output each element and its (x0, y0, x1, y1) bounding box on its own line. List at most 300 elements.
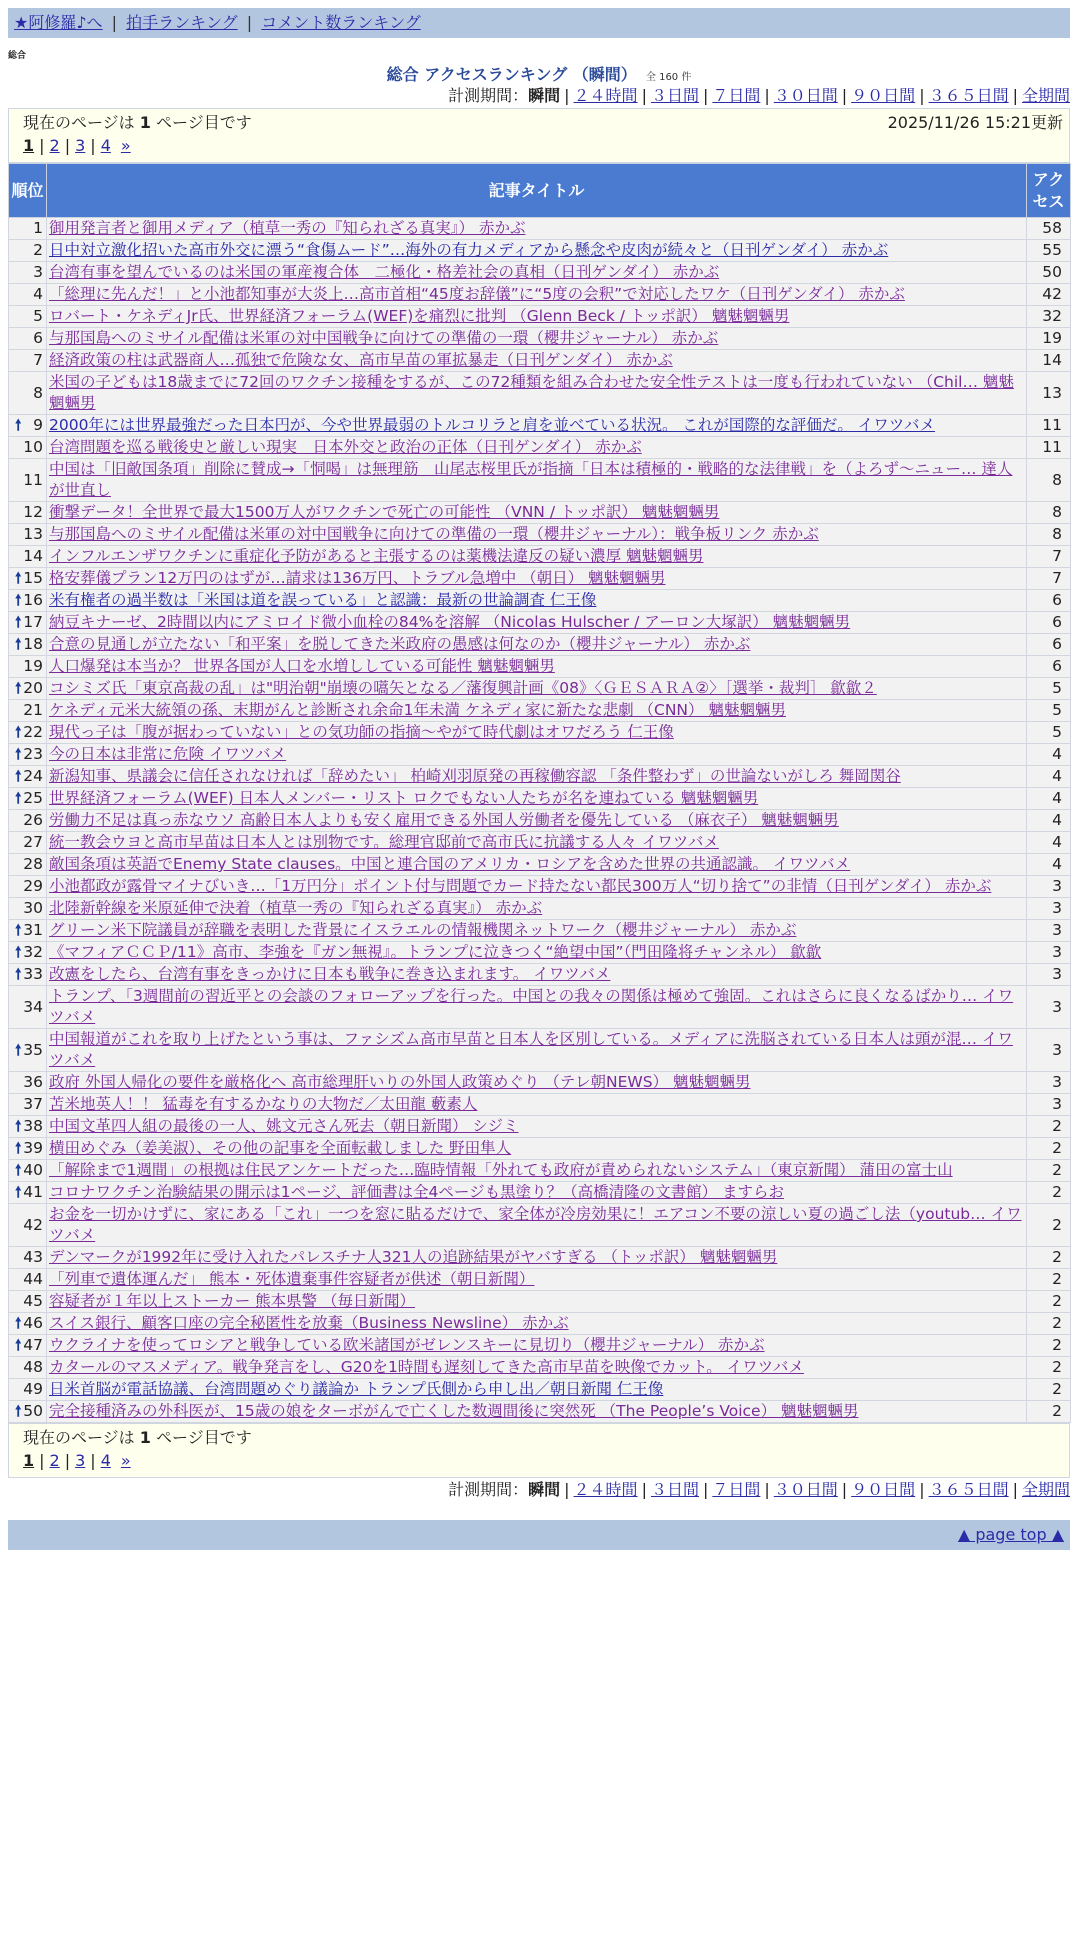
rank-number: 25 (23, 789, 43, 807)
rank-up-arrow-icon: 🠕 (15, 1336, 22, 1354)
rank-cell (9, 656, 47, 678)
article-link[interactable]: 格安葬儀プラン12万円のはずが…請求は136万円、トラブル急増中 （朝日） 魑魅魍魎男 (49, 569, 666, 587)
access-count: 2 (1027, 1401, 1071, 1423)
updated-timestamp: 2025/11/26 15:21更新 (887, 113, 1063, 132)
page-number: 1 (139, 113, 151, 132)
period-selector-bottom (8, 1478, 1070, 1502)
rank-number: 33 (23, 965, 43, 983)
article-link[interactable]: 人口爆発は本当か？ 世界各国が人口を水増ししている可能性 魑魅魍魎男 (49, 657, 555, 675)
access-count: 3 (1027, 1029, 1071, 1072)
rank-up-arrow-icon: 🠕 (15, 723, 22, 741)
rank-cell (9, 1335, 47, 1357)
table-row (9, 1029, 1071, 1072)
rank-number: 17 (23, 613, 43, 631)
table-row (9, 524, 1071, 546)
period-separator: | (841, 86, 848, 105)
page-top-link[interactable]: ▲ page top ▲ (957, 1525, 1064, 1544)
rank-cell (9, 1379, 47, 1401)
article-link[interactable]: デンマークが1992年に受け入れたパレスチナ人321人の追跡結果がヤバすぎる （トッポ訳） 魑魅魍魎男 (49, 1248, 778, 1266)
title-cell (47, 218, 1027, 240)
rank-number: 18 (23, 635, 43, 653)
article-link[interactable]: 「列車で遺体運んだ」 熊本・死体遺棄事件容疑者が供述（朝日新聞） (49, 1270, 535, 1288)
access-count: 11 (1027, 415, 1071, 437)
table-row (9, 854, 1071, 876)
rank-cell (9, 766, 47, 788)
pager-bottom (23, 1449, 1063, 1473)
rank-cell (9, 1182, 47, 1204)
access-count: 2 (1027, 1160, 1071, 1182)
article-link[interactable]: ロバート・ケネディJr氏、世界経済フォーラム(WEF)を痛烈に批判 （Glenn Beck / トッポ訳） 魑魅魍魎男 (49, 307, 790, 325)
period-separator: | (702, 1480, 709, 1499)
rank-number: 20 (23, 679, 43, 697)
access-count: 6 (1027, 634, 1071, 656)
rank-number: 48 (23, 1358, 43, 1376)
total-count: 全 160 件 (645, 72, 692, 83)
rank-number: 47 (23, 1336, 43, 1354)
pager-page-4[interactable]: 4 (100, 1451, 111, 1470)
period-link-7[interactable]: 全期間 (1021, 86, 1070, 105)
page-number: 1 (139, 1428, 151, 1447)
access-count: 4 (1027, 744, 1071, 766)
access-count: 7 (1027, 546, 1071, 568)
access-count: 2 (1027, 1138, 1071, 1160)
page-prefix: 現在のページは (23, 1428, 135, 1447)
rank-cell (9, 1401, 47, 1423)
table-row (9, 1138, 1071, 1160)
rank-number: 43 (23, 1248, 43, 1266)
rank-cell (9, 524, 47, 546)
pager-page-3[interactable]: 3 (75, 136, 86, 155)
table-row (9, 568, 1071, 590)
rank-number: 37 (23, 1095, 43, 1113)
access-count: 14 (1027, 350, 1071, 372)
rank-number: 4 (33, 285, 43, 303)
title-cell (47, 722, 1027, 744)
rank-number: 10 (23, 438, 43, 456)
title-cell (47, 546, 1027, 568)
title-cell (47, 898, 1027, 920)
article-link[interactable]: 改憲をしたら、台湾有事をきっかけに日本も戦争に巻き込まれます。 イワツバメ (49, 965, 611, 983)
rank-up-arrow-icon: 🠕 (15, 1040, 22, 1059)
period-link-1[interactable]: ２４時間 (573, 86, 638, 105)
rank-cell (9, 678, 47, 700)
period-link-1[interactable]: ２４時間 (573, 1480, 638, 1499)
access-count: 8 (1027, 459, 1071, 502)
period-link-3[interactable]: ７日間 (712, 86, 761, 105)
rank-cell (9, 1116, 47, 1138)
rank-number: 24 (23, 767, 43, 785)
article-link[interactable]: スイス銀行、顧客口座の完全秘匿性を放棄（Business Newsline） 赤かぶ (49, 1314, 569, 1332)
comment-ranking-link[interactable]: コメント数ランキング (261, 13, 421, 32)
title-cell (47, 656, 1027, 678)
pager-page-2[interactable]: 2 (49, 136, 60, 155)
article-link[interactable]: 敵国条項は英語でEnemy State clauses。中国と連合国のアメリカ・ロシアを含めた世界の共通認識。 イワツバメ (49, 855, 851, 873)
table-row (9, 459, 1071, 502)
access-count: 3 (1027, 1072, 1071, 1094)
title-cell (47, 1313, 1027, 1335)
pager-next[interactable]: » (120, 136, 131, 155)
article-link[interactable]: 横田めぐみ（姜美淑）、その他の記事を全面転載しました 野田隼人 (49, 1139, 512, 1157)
rank-cell (9, 964, 47, 986)
rank-number: 45 (23, 1292, 43, 1310)
title-cell (47, 1138, 1027, 1160)
article-link[interactable]: 「解除まで1週間」の根拠は住民アンケートだった…臨時情報「外れても政府が責められないシステム」（東京新聞） 蒲田の富士山 (49, 1161, 953, 1179)
rank-cell (9, 986, 47, 1029)
access-count: 5 (1027, 678, 1071, 700)
rank-cell (9, 350, 47, 372)
access-count: 2 (1027, 1379, 1071, 1401)
table-row (9, 766, 1071, 788)
title-cell (47, 1072, 1027, 1094)
page-title (8, 62, 1070, 84)
ranking-title: 総合 アクセスランキング （瞬間） (386, 65, 637, 84)
access-count: 3 (1027, 942, 1071, 964)
rank-number: 29 (23, 877, 43, 895)
article-link[interactable]: 「総理に先んだ！」と小池都知事が大炎上…高市首相“45度お辞儀”に“5度の会釈”で対応したワケ（日刊ゲンダイ） 赤かぶ (49, 285, 905, 303)
title-cell (47, 590, 1027, 612)
title-cell (47, 920, 1027, 942)
rank-cell (9, 240, 47, 262)
title-cell (47, 568, 1027, 590)
period-separator: | (1012, 1480, 1018, 1499)
article-link[interactable]: 日米首脳が電話協議、台湾問題めぐり議論か トランプ氏側から申し出／朝日新聞 仁王像 (49, 1380, 664, 1398)
rank-cell (9, 1072, 47, 1094)
period-selector-top (8, 84, 1070, 108)
table-row (9, 415, 1071, 437)
title-cell (47, 942, 1027, 964)
rank-up-arrow-icon: 🠕 (15, 416, 22, 434)
clap-ranking-link[interactable]: 拍手ランキング (126, 13, 238, 32)
title-cell (47, 854, 1027, 876)
article-link[interactable]: 苫米地英人！！ 猛毒を有するかなりの大物だ／太田龍 藪素人 (49, 1095, 478, 1113)
table-row (9, 218, 1071, 240)
access-count: 19 (1027, 328, 1071, 350)
table-row (9, 1291, 1071, 1313)
article-link[interactable]: 日中対立激化招いた高市外交に漂う“食傷ムード”…海外の有力メディアから懸念や皮肉が続々と（日刊ゲンダイ） 赤かぶ (49, 241, 889, 259)
period-link-4[interactable]: ３０日間 (773, 1480, 838, 1499)
title-cell (47, 832, 1027, 854)
article-link[interactable]: 中国文革四人組の最後の一人、姚文元さん死去（朝日新聞） シジミ (49, 1117, 519, 1135)
table-row (9, 1357, 1071, 1379)
table-row (9, 986, 1071, 1029)
title-cell (47, 1160, 1027, 1182)
title-cell (47, 415, 1027, 437)
access-count: 3 (1027, 876, 1071, 898)
table-row (9, 788, 1071, 810)
rank-up-arrow-icon: 🠕 (15, 1161, 22, 1179)
rank-number: 14 (23, 547, 43, 565)
article-link[interactable]: インフルエンザワクチンに重症化予防があると主張するのは薬機法違反の疑い濃厚 魑魅魍魎男 (49, 547, 704, 565)
period-separator: | (1012, 86, 1018, 105)
article-link[interactable]: トランプ、「3週間前の習近平との会談のフォローアップを行った。中国との我々の関係は極めて強固。これはさらに良くなるばかり… イワツバメ (49, 987, 1014, 1026)
period-link-3[interactable]: ７日間 (712, 1480, 761, 1499)
rank-cell (9, 876, 47, 898)
article-link[interactable]: 《マフィアＣＣＰ/11》高市、李強を『ガン無視』。トランプに泣きつく“絶望中国”（門田隆将チャンネル） 歙歙 (49, 943, 822, 961)
home-link[interactable]: ★阿修羅♪へ (14, 13, 103, 32)
article-link[interactable]: ケネディ元米大統領の孫、末期がんと診断され余命1年未満 ケネディ家に新たな悲劇 （CNN） 魑魅魍魎男 (49, 701, 786, 719)
rank-header: 順位 (9, 164, 47, 218)
rank-cell (9, 634, 47, 656)
title-cell (47, 350, 1027, 372)
rank-number: 26 (23, 811, 43, 829)
page-prefix: 現在のページは (23, 113, 135, 132)
access-count: 6 (1027, 590, 1071, 612)
article-link[interactable]: 台湾問題を巡る戦後史と厳しい現実 日本外交と政治の正体（日刊ゲンダイ） 赤かぶ (49, 438, 642, 456)
article-link[interactable]: 中国報道がこれを取り上げたという事は、ファシズム高市早苗と日本人を区別している。メディアに洗脳されている日本人は頭が混… イワツバメ (49, 1030, 1013, 1069)
access-count: 4 (1027, 788, 1071, 810)
rank-cell (9, 437, 47, 459)
pager-page-4[interactable]: 4 (100, 136, 111, 155)
period-separator: | (764, 86, 770, 105)
title-cell (47, 1029, 1027, 1072)
title-cell (47, 1182, 1027, 1204)
period-current: 瞬間 (528, 1480, 561, 1499)
period-link-2[interactable]: ３日間 (650, 1480, 699, 1499)
title-cell (47, 328, 1027, 350)
page-info-panel-top (8, 108, 1070, 163)
access-count: 13 (1027, 372, 1071, 415)
nav-separator: | (246, 13, 253, 32)
period-separator: | (764, 1480, 770, 1499)
access-count: 3 (1027, 920, 1071, 942)
rank-cell (9, 415, 47, 437)
title-cell (47, 810, 1027, 832)
rank-cell (9, 788, 47, 810)
rank-number: 35 (23, 1040, 43, 1059)
pager-page-2[interactable]: 2 (49, 1451, 60, 1470)
pager-separator: | (64, 136, 71, 155)
period-separator: | (564, 1480, 570, 1499)
rank-number: 31 (23, 921, 43, 939)
table-row (9, 612, 1071, 634)
table-row (9, 942, 1071, 964)
access-count: 42 (1027, 284, 1071, 306)
article-link[interactable]: 完全接種済みの外科医が、15歳の娘をターボがんで亡くした数週間後に突然死 （The People’s Voice） 魑魅魍魎男 (49, 1402, 859, 1420)
title-cell (47, 744, 1027, 766)
access-count: 2 (1027, 1335, 1071, 1357)
rank-cell (9, 612, 47, 634)
period-label: 計測期間： (448, 1480, 529, 1499)
rank-cell (9, 722, 47, 744)
table-row (9, 437, 1071, 459)
article-link[interactable]: ウクライナを使ってロシアと戦争している欧米諸国がゼレンスキーに見切り（櫻井ジャーナル） 赤かぶ (49, 1336, 765, 1354)
rank-up-arrow-icon: 🠕 (15, 635, 22, 653)
article-link[interactable]: 今の日本は非常に危険 イワツバメ (49, 745, 287, 763)
title-cell (47, 1291, 1027, 1313)
table-row (9, 1269, 1071, 1291)
table-row (9, 1379, 1071, 1401)
article-link[interactable]: 政府 外国人帰化の要件を厳格化へ 高市総理肝いりの外国人政策めぐり （テレ朝NEWS） 魑魅魍魎男 (49, 1073, 751, 1091)
rank-number: 28 (23, 855, 43, 873)
rank-up-arrow-icon: 🠕 (15, 1183, 22, 1201)
period-current: 瞬間 (528, 86, 561, 105)
rank-cell (9, 942, 47, 964)
article-link[interactable]: 2000年には世界最強だった日本円が、今や世界最弱のトルコリラと肩を並べている状況。 これが国際的な評価だ。 イワツバメ (49, 416, 935, 434)
title-cell (47, 1094, 1027, 1116)
access-count: 2 (1027, 1204, 1071, 1247)
rank-up-arrow-icon: 🠕 (15, 965, 22, 983)
rank-cell (9, 1094, 47, 1116)
page-suffix: ページ目です (156, 113, 252, 132)
article-link[interactable]: 米国の子どもは18歳までに72回のワクチン接種をするが、この72種類を組み合わせた安全性テストは一度も行われていない （Chil… 魑魅魍魎男 (49, 373, 1014, 412)
article-link[interactable]: 納豆キナーゼ、2時間以内にアミロイド微小血栓の84%を溶解 （Nicolas Hulscher / アーロン大塚訳） 魑魅魍魎男 (49, 613, 851, 631)
current-page-text (23, 112, 252, 134)
title-cell (47, 306, 1027, 328)
rank-cell (9, 1291, 47, 1313)
category-label: 総合 (8, 51, 27, 61)
period-separator: | (919, 1480, 925, 1499)
article-link[interactable]: 米有権者の過半数は「米国は道を誤っている」と認識：最新の世論調査 仁王像 (49, 591, 597, 609)
top-nav-bar (8, 8, 1070, 38)
rank-number: 9 (33, 416, 43, 434)
access-count: 6 (1027, 656, 1071, 678)
table-row (9, 876, 1071, 898)
rank-cell (9, 920, 47, 942)
rank-cell (9, 898, 47, 920)
article-link[interactable]: 経済政策の柱は武器商人…孤独で危険な女、高市早苗の軍拡暴走（日刊ゲンダイ） 赤かぶ (49, 351, 673, 369)
article-link[interactable]: 合意の見通しが立たない「和平案」を脱してきた米政府の愚感は何なのか（櫻井ジャーナル） 赤かぶ (49, 635, 751, 653)
title-cell (47, 986, 1027, 1029)
rank-number: 3 (33, 263, 43, 281)
article-link[interactable]: 小池都政が露骨マイナびいき…「1万円分」ポイント付与問題でカード持たない都民300万人“切り捨て”の非情（日刊ゲンダイ） 赤かぶ (49, 877, 992, 895)
rank-cell (9, 328, 47, 350)
article-link[interactable]: 北陸新幹線を米原延伸で決着（植草一秀の『知られざる真実』） 赤かぶ (49, 899, 543, 917)
rank-number: 49 (23, 1380, 43, 1398)
title-cell (47, 262, 1027, 284)
table-row (9, 502, 1071, 524)
period-separator: | (841, 1480, 848, 1499)
article-link[interactable]: 衝撃データ！全世界で最大1500万人がワクチンで死亡の可能性 （VNN / トッポ訳） 魑魅魍魎男 (49, 503, 720, 521)
table-row (9, 1182, 1071, 1204)
rank-up-arrow-icon: 🠕 (15, 613, 22, 631)
article-link[interactable]: お金を一切かけずに、家にある「これ」一つを窓に貼るだけで、家全体が冷房効果に！エアコン不要の涼しい夏の過ごし法（youtub… イワツバメ (49, 1205, 1022, 1244)
title-cell (47, 1357, 1027, 1379)
article-link[interactable]: 世界経済フォーラム(WEF) 日本人メンバー・リスト ロクでもない人たちが名を連ねている 魑魅魍魎男 (49, 789, 759, 807)
rank-number: 7 (33, 351, 43, 369)
table-header-row (9, 164, 1071, 218)
article-link[interactable]: コシミズ氏「東京高裁の乱」は"明治朝"崩壊の嚆矢となる／藩復興計画《08》〈ＧＥＳＡＲＡ②〉［選挙・裁判］ 歙歙２ (49, 679, 877, 697)
rank-number: 13 (23, 525, 43, 543)
table-row (9, 1313, 1071, 1335)
period-link-6[interactable]: ３６５日間 (928, 86, 1009, 105)
rank-up-arrow-icon: 🠕 (15, 591, 22, 609)
rank-number: 5 (33, 307, 43, 325)
rank-number: 34 (23, 997, 43, 1016)
title-cell (47, 459, 1027, 502)
current-page-text (23, 1427, 252, 1449)
article-link[interactable]: カタールのマスメディア。戦争発言をし、G20を1時間も遅刻してきた高市早苗を映像でカット。 イワツバメ (49, 1358, 804, 1376)
article-link[interactable]: 新潟知事、県議会に信任されなければ「辞めたい」 柏崎刈羽原発の再稼働容認 「条件整わず」の世論ないがしろ 舞岡関谷 (49, 767, 901, 785)
table-row (9, 898, 1071, 920)
rank-number: 2 (33, 241, 43, 259)
rank-number: 27 (23, 833, 43, 851)
period-link-5[interactable]: ９０日間 (851, 86, 916, 105)
table-row (9, 832, 1071, 854)
pager-next[interactable]: » (120, 1451, 131, 1470)
pager-separator: | (39, 136, 45, 155)
access-count: 3 (1027, 898, 1071, 920)
table-row (9, 1160, 1071, 1182)
rank-number: 36 (23, 1073, 43, 1091)
rank-cell (9, 1029, 47, 1072)
title-header: 記事タイトル (47, 164, 1027, 218)
period-link-4[interactable]: ３０日間 (773, 86, 838, 105)
pager-separator: | (90, 1451, 96, 1470)
rank-up-arrow-icon: 🠕 (15, 679, 22, 697)
table-row (9, 1116, 1071, 1138)
access-count: 7 (1027, 568, 1071, 590)
pager-separator: | (39, 1451, 45, 1470)
article-link[interactable]: グリーン米下院議員が辞職を表明した背景にイスラエルの情報機関ネットワーク（櫻井ジャーナル） 赤かぶ (49, 921, 797, 939)
page-suffix: ページ目です (156, 1428, 252, 1447)
rank-up-arrow-icon: 🠕 (15, 569, 22, 587)
rank-cell (9, 1160, 47, 1182)
table-row (9, 1401, 1071, 1423)
table-row (9, 372, 1071, 415)
article-link[interactable]: 与那国島へのミサイル配備は米軍の対中国戦争に向けての準備の一環（櫻井ジャーナル）：戦争板リンク 赤かぶ (49, 525, 819, 543)
table-row (9, 1204, 1071, 1247)
period-link-5[interactable]: ９０日間 (851, 1480, 916, 1499)
rank-cell (9, 218, 47, 240)
title-cell (47, 437, 1027, 459)
pager-page-3[interactable]: 3 (75, 1451, 86, 1470)
article-link[interactable]: 容疑者が１年以上ストーカー 熊本県警 （毎日新聞） (49, 1292, 416, 1310)
title-cell (47, 1247, 1027, 1269)
period-link-7[interactable]: 全期間 (1021, 1480, 1070, 1499)
rank-cell (9, 1269, 47, 1291)
rank-number: 16 (23, 591, 43, 609)
rank-number: 21 (23, 701, 43, 719)
title-cell (47, 788, 1027, 810)
article-link[interactable]: コロナワクチン治験結果の開示は1ページ、評価書は全4ページも黒塗り？（高橋清隆の文書館） ますらお (49, 1183, 785, 1201)
period-link-2[interactable]: ３日間 (650, 86, 699, 105)
title-cell (47, 372, 1027, 415)
access-count: 4 (1027, 832, 1071, 854)
pager-separator: | (64, 1451, 71, 1470)
table-row (9, 306, 1071, 328)
period-link-6[interactable]: ３６５日間 (928, 1480, 1009, 1499)
access-count: 5 (1027, 722, 1071, 744)
article-link[interactable]: 御用発言者と御用メディア（植草一秀の『知られざる真実』） 赤かぶ (49, 219, 526, 237)
access-count: 3 (1027, 964, 1071, 986)
rank-number: 44 (23, 1270, 43, 1288)
rank-number: 6 (33, 329, 43, 347)
title-cell (47, 502, 1027, 524)
rank-up-arrow-icon: 🠕 (15, 1314, 22, 1332)
rank-cell (9, 262, 47, 284)
period-separator: | (641, 1480, 647, 1499)
article-link[interactable]: 統一教会ウヨと高市早苗は日本人とは別物です。総理官邸前で高市氏に抗議する人々 イワツバメ (49, 833, 719, 851)
rank-cell (9, 744, 47, 766)
table-row (9, 744, 1071, 766)
title-cell (47, 1116, 1027, 1138)
rank-number: 12 (23, 503, 43, 521)
access-count: 2 (1027, 1247, 1071, 1269)
rank-cell (9, 502, 47, 524)
table-row (9, 1072, 1071, 1094)
title-cell (47, 876, 1027, 898)
article-link[interactable]: 与那国島へのミサイル配備は米軍の対中国戦争に向けての準備の一環（櫻井ジャーナル） 赤かぶ (49, 329, 719, 347)
article-link[interactable]: 労働力不足は真っ赤なウソ 高齢日本人よりも安く雇用できる外国人労働者を優先している （麻衣子） 魑魅魍魎男 (49, 811, 839, 829)
title-cell (47, 240, 1027, 262)
rank-number: 32 (23, 943, 43, 961)
rank-up-arrow-icon: 🠕 (15, 943, 22, 961)
article-link[interactable]: 現代っ子は「腹が据わっていない」との気功師の指摘～やがて時代劇はオワだろう 仁王像 (49, 723, 674, 741)
article-link[interactable]: 台湾有事を望んでいるのは米国の軍産複合体 二極化・格差社会の真相（日刊ゲンダイ） 赤かぶ (49, 263, 720, 281)
article-link[interactable]: 中国は「旧敵国条項」削除に賛成→「恫喝」は無理筋 山尾志桜里氏が指摘「日本は積極的・戦略的な法律戦」を（よろず〜ニュー… 達人が世直し (49, 460, 1013, 499)
period-separator: | (702, 86, 709, 105)
rank-up-arrow-icon: 🠕 (15, 767, 22, 785)
